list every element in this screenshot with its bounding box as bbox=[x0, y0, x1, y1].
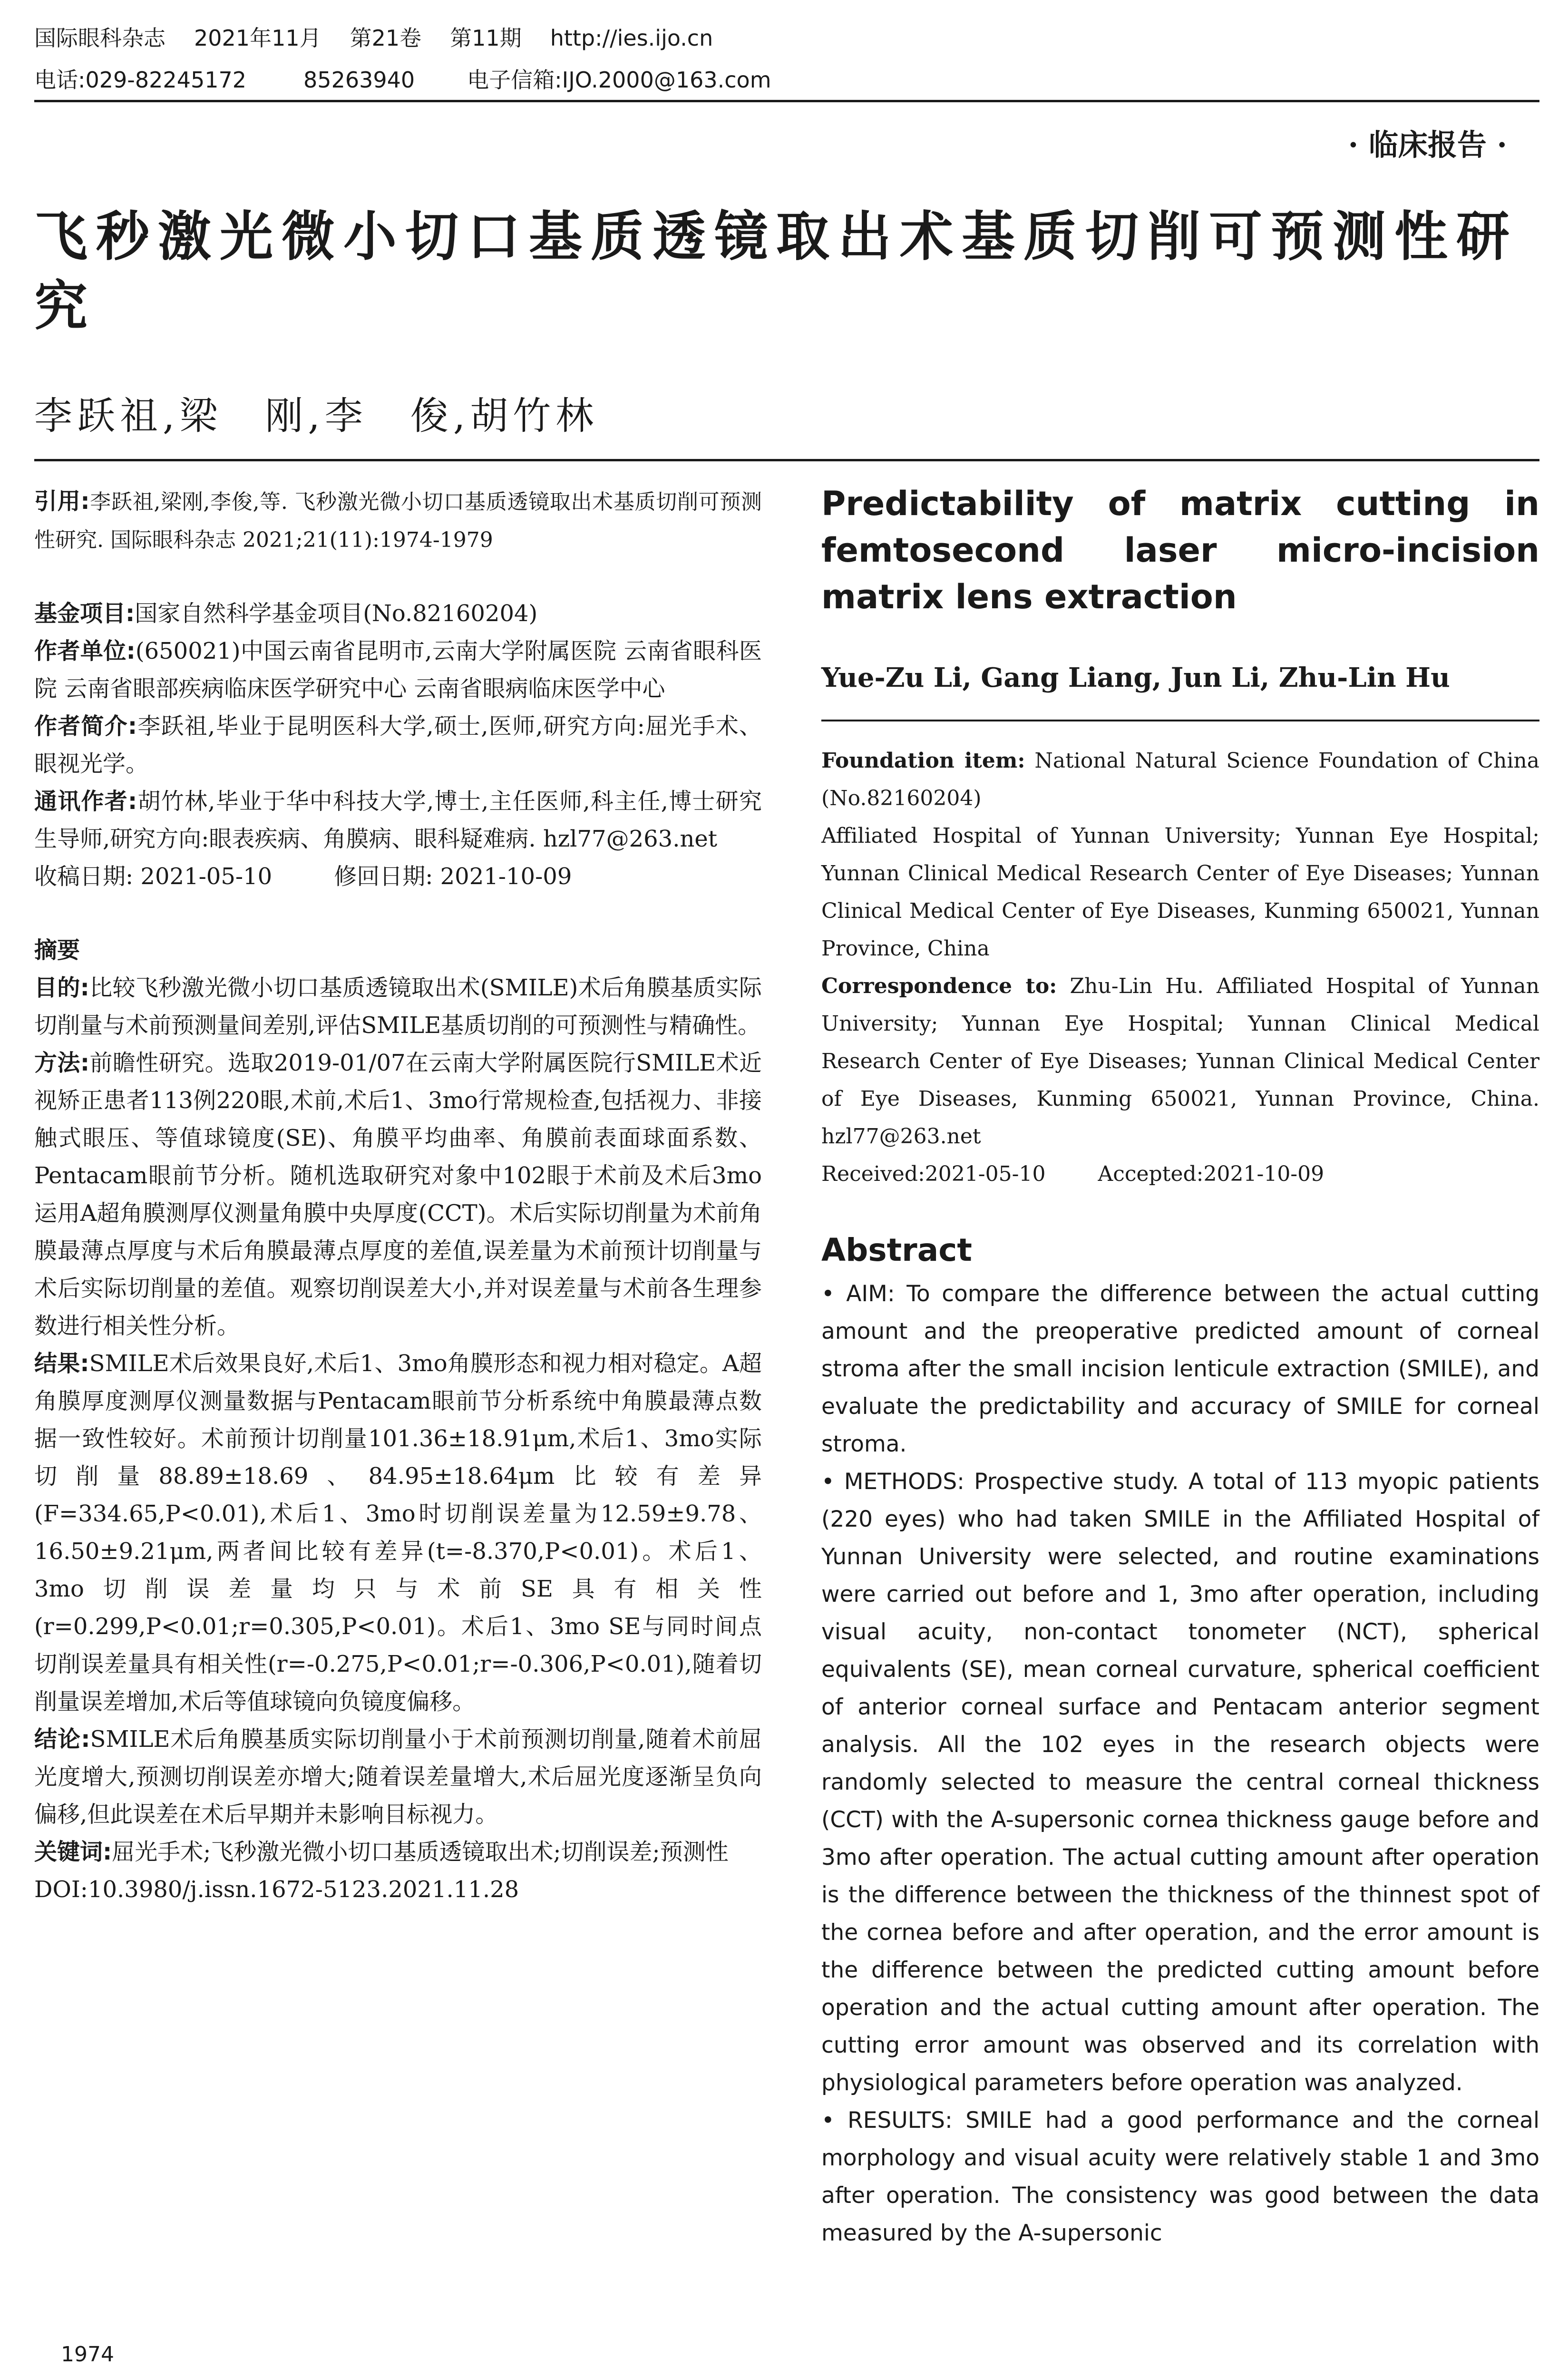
affiliation-zh bbox=[34, 633, 762, 708]
citation-label: 引用: bbox=[34, 488, 90, 515]
foundation-text: National Natural Science Foundation of China (No.82160204) bbox=[821, 749, 1539, 810]
citation bbox=[34, 483, 762, 559]
dates-en bbox=[821, 1155, 1539, 1193]
author-bio bbox=[34, 708, 762, 783]
abstract-title-zh: 摘要 bbox=[34, 937, 80, 964]
title-en: Predictability of matrix cutting in femtosecond laser micro-incision matrix lens extraction bbox=[821, 484, 1539, 616]
authors-en: Yue-Zu Li, Gang Liang, Jun Li, Zhu-Lin Hu bbox=[821, 662, 1450, 693]
foundation-label: Foundation item: bbox=[821, 749, 1025, 773]
authors-zh: 李跃祖,梁 刚,李 俊,胡竹林 bbox=[34, 394, 599, 438]
methods-label: 方法: bbox=[34, 1050, 90, 1076]
journal-name: 国际眼科杂志 bbox=[34, 25, 166, 51]
phone: 电话:029-82245172 bbox=[34, 67, 247, 93]
issue-date: 2021年11月 bbox=[194, 25, 321, 51]
volume: 第21卷 bbox=[350, 25, 422, 51]
abstract-title-en: Abstract bbox=[821, 1232, 972, 1268]
conclusion-label: 结论: bbox=[34, 1726, 90, 1753]
revised-zh: 修回日期: 2021-10-09 bbox=[334, 863, 572, 890]
abstract-body-en bbox=[821, 1275, 1539, 2252]
metadata-en bbox=[821, 742, 1539, 1193]
corr-text: 胡竹林,毕业于华中科技大学,博士,主任医师,科主任,博士研究生导师,研究方向:眼表疾病、角膜病、眼科疑难病. hzl77@263.net bbox=[34, 788, 762, 852]
phone-secondary: 85263940 bbox=[303, 67, 415, 93]
results-zh bbox=[34, 1345, 762, 1721]
doi[interactable]: DOI:10.3980/j.issn.1672-5123.2021.11.28 bbox=[34, 1876, 519, 1903]
title-rule bbox=[34, 459, 1539, 461]
right-column bbox=[821, 480, 1539, 693]
conclusion-text: SMILE术后角膜基质实际切削量小于术前预测切削量,随着术前屈光度增大,预测切削误差亦增大;随着误差量增大,术后屈光度逐渐呈负向偏移,但此误差在术后早期并未影响目标视力。 bbox=[34, 1726, 762, 1828]
accepted-en: Accepted:2021-10-09 bbox=[1098, 1162, 1325, 1186]
results-en: • RESULTS: SMILE had a good performance and the corneal morphology and visual acuity were relatively stable 1 and 3mo after operation. The consistency was good between the data measured by the A-supersonic bbox=[821, 2107, 1539, 2246]
fund-text: 国家自然科学基金项目(No.82160204) bbox=[135, 600, 538, 627]
email[interactable]: 电子信箱:IJO.2000@163.com bbox=[467, 67, 771, 93]
journal-url[interactable]: http://ies.ijo.cn bbox=[550, 25, 713, 51]
keywords-text: 屈光手术;飞秒激光微小切口基质透镜取出术;切削误差;预测性 bbox=[112, 1839, 729, 1865]
bio-label: 作者简介: bbox=[34, 713, 137, 740]
citation-text: 李跃祖,梁刚,李俊,等. 飞秒激光微小切口基质透镜取出术基质切削可预测性研究. 国际眼科杂志 2021;21(11):1974-1979 bbox=[34, 490, 762, 552]
results-label: 结果: bbox=[34, 1350, 89, 1377]
aim-zh bbox=[34, 969, 762, 1044]
correspondence-label: Correspondence to: bbox=[821, 974, 1057, 998]
methods-zh bbox=[34, 1044, 762, 1345]
fund-label: 基金项目: bbox=[34, 600, 135, 627]
aim-text: 比较飞秒激光微小切口基质透镜取出术(SMILE)术后角膜基质实际切削量与术前预测量间差别,评估SMILE基质切削的可预测性与精确性。 bbox=[34, 974, 762, 1039]
title-zh: 飞秒激光微小切口基质透镜取出术基质切削可预测性研究 bbox=[34, 205, 1518, 337]
methods-en: • METHODS: Prospective study. A total of 113 myopic patients (220 eyes) who had taken SMILE in the Affiliated Hospital of Yunnan University were selected, and routine examinations were carried out before and 1, 3mo after operation, including visual acuity, non-contact tonometer (NCT), spherical equivalents (SE), mean corneal curvature, spherical coefficient of anterior corneal surface and Pentacam anterior segment analysis. All the 102 eyes in the research objects were randomly selected to measure the central corneal thickness (CCT) with the A-supersonic cornea thickness gauge before and 3mo after operation. The actual cutting amount after operation is the difference between the thickness of the thinnest spot of the cornea before and after operation, and the error amount is the difference between the predicted cutting amount before operation and the actual cutting amount after operation. The cutting error amount was observed and its correlation with physiological parameters before operation was analyzed. bbox=[821, 1469, 1539, 2096]
running-header-line2 bbox=[34, 67, 800, 94]
received-zh: 收稿日期: 2021-05-10 bbox=[34, 863, 273, 890]
correspondence-text: Zhu-Lin Hu. Affiliated Hospital of Yunnan University; Yunnan Eye Hospital; Yunnan Clinical Medical Research Center of Eye Diseases; Yunnan Clinical Medical Center of Eye Diseases, Kunming 650021, Yunnan Province, China. hzl77@263.net bbox=[821, 974, 1539, 1149]
affiliation-en: Affiliated Hospital of Yunnan University; Yunnan Eye Hospital; Yunnan Clinical Medical Research Center of Eye Diseases; Yunnan Clinical Medical Center of Eye Diseases, Kunming 650021, Yunnan Province, China bbox=[821, 824, 1539, 961]
issue: 第11期 bbox=[450, 25, 522, 51]
affil-label: 作者单位: bbox=[34, 638, 136, 664]
bio-text: 李跃祖,毕业于昆明医科大学,硕士,医师,研究方向:屈光手术、眼视光学。 bbox=[34, 713, 762, 777]
foundation-en bbox=[821, 742, 1539, 817]
correspondence-en bbox=[821, 967, 1539, 1155]
page-number: 1974 bbox=[61, 2342, 114, 2367]
running-header-line1 bbox=[34, 25, 741, 52]
section-tag: · 临床报告 · bbox=[1348, 127, 1507, 162]
fund bbox=[34, 595, 762, 633]
received-en: Received:2021-05-10 bbox=[821, 1162, 1046, 1186]
abstract-en bbox=[821, 1232, 1539, 2252]
aim-label: 目的: bbox=[34, 974, 89, 1001]
dates-zh bbox=[34, 858, 762, 896]
left-column bbox=[34, 483, 762, 1909]
methods-text: 前瞻性研究。选取2019-01/07在云南大学附属医院行SMILE术近视矫正患者113例220眼,术前,术后1、3mo行常规检查,包括视力、非接触式眼压、等值球镜度(SE)、角膜平均曲率、角膜前表面球面系数、Pentacam眼前节分析。随机选取研究对象中102眼于术前及术后3mo运用A超角膜测厚仪测量角膜中央厚度(CCT)。术后实际切削量为术前角膜最薄点厚度与术后角膜最薄点厚度的差值,误差量为术前预计切削量与术后实际切削量的差值。观察切削误差大小,并对误差量与术前各生理参数进行相关性分析。 bbox=[34, 1050, 762, 1339]
keywords-label: 关键词: bbox=[34, 1839, 112, 1865]
affil-text: (650021)中国云南省昆明市,云南大学附属医院 云南省眼科医院 云南省眼部疾病临床医学研究中心 云南省眼病临床医学中心 bbox=[34, 638, 762, 702]
header-rule bbox=[34, 100, 1539, 102]
aim-en: • AIM: To compare the difference between the actual cutting amount and the preoperative predicted amount of corneal stroma after the small incision lenticule extraction (SMILE), and evaluate the predictability and accuracy of SMILE for corneal stroma. bbox=[821, 1281, 1539, 1457]
corresponding-author bbox=[34, 783, 762, 858]
authors-en-rule bbox=[821, 720, 1539, 721]
conclusion-zh bbox=[34, 1721, 762, 1833]
corr-label: 通讯作者: bbox=[34, 788, 137, 815]
keywords-zh bbox=[34, 1833, 762, 1871]
results-text: SMILE术后效果良好,术后1、3mo角膜形态和视力相对稳定。A超角膜厚度测厚仪测量数据与Pentacam眼前节分析系统中角膜最薄点数据一致性较好。术前预计切削量101.36±18.91μm,术后1、3mo实际切削量88.89±18.69、84.95±18.64μm比较有差异(F=334.65,P<0.01),术后1、3mo时切削误差量为12.59±9.78、16.50±9.21μm,两者间比较有差异(t=-8.370,P<0.01)。术后1、3mo切削误差量均只与术前SE具有相关性(r=0.299,P<0.01;r=0.305,P<0.01)。术后1、3mo SE与同时间点切削误差量具有相关性(r=-0.275,P<0.01;r=-0.306,P<0.01),随着切削量误差增加,术后等值球镜向负镜度偏移。 bbox=[34, 1350, 762, 1715]
